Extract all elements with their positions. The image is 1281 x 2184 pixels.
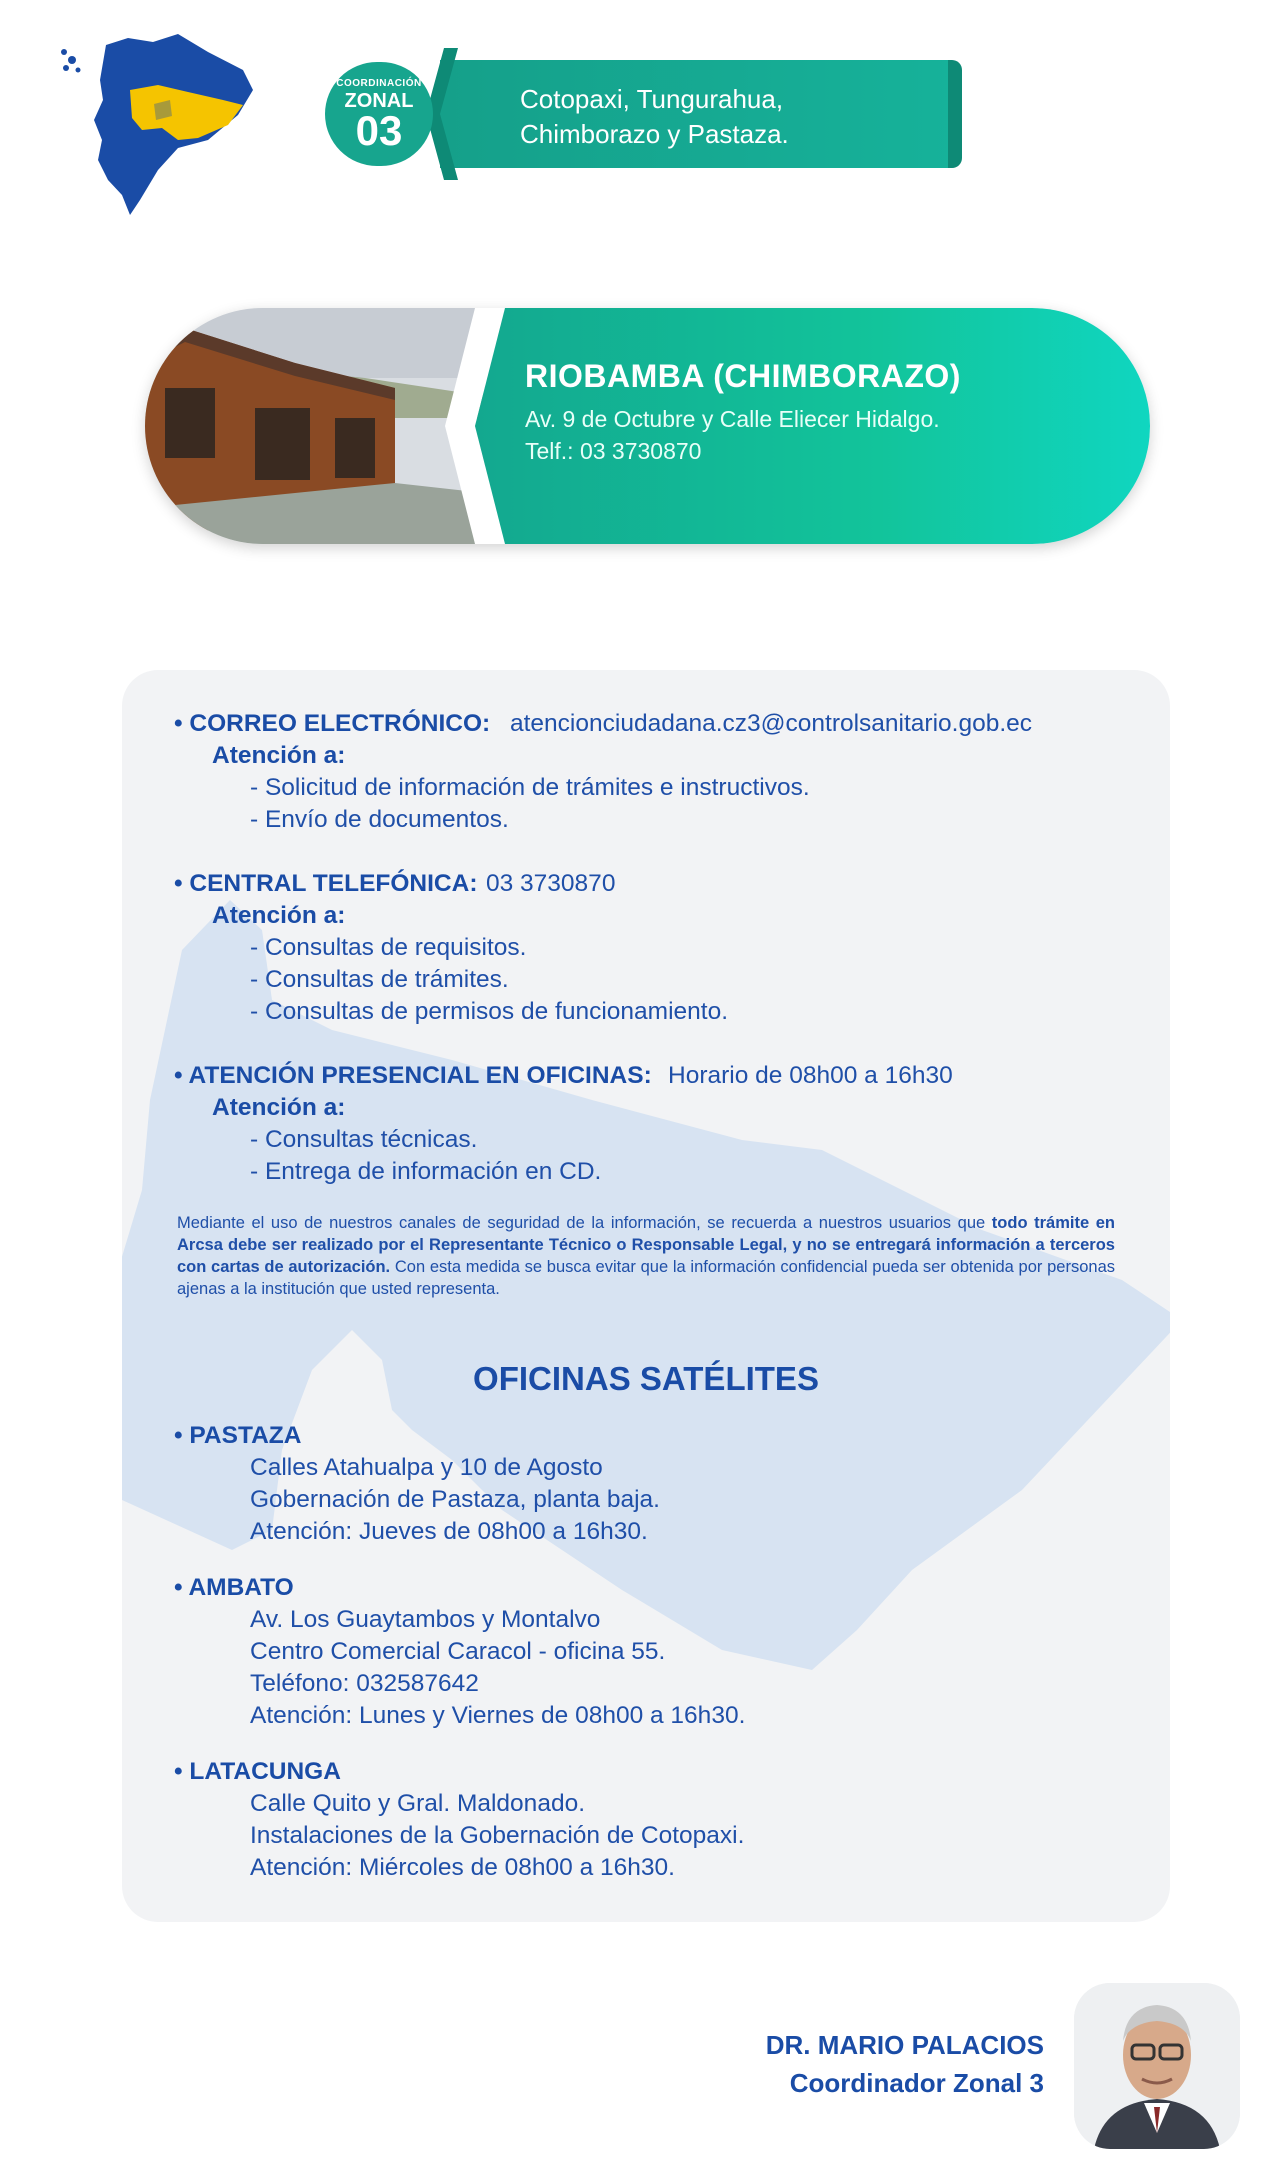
email-label: • CORREO ELECTRÓNICO: (174, 710, 491, 737)
phone-attention: Atención a: (212, 902, 346, 929)
presencial-label: • ATENCIÓN PRESENCIAL EN OFICINAS: (174, 1062, 652, 1089)
provinces-line-1: Cotopaxi, Tungurahua, (520, 84, 784, 114)
zonal-badge-small: COORDINACIÓN (336, 78, 422, 89)
email-attention: Atención a: (212, 742, 346, 769)
zonal-badge (325, 62, 433, 166)
ecuador-map-icon (58, 30, 258, 220)
office-card (145, 308, 1150, 544)
presencial-attention: Atención a: (212, 1094, 346, 1121)
avatar (1074, 1983, 1240, 2149)
satellite-line: Atención: Lunes y Viernes de 08h00 a 16h30. (250, 1702, 746, 1729)
phone-item: - Consultas de permisos de funcionamiento. (250, 998, 729, 1025)
email-item: - Envío de documentos. (250, 806, 509, 833)
zonal-banner-edge (948, 60, 962, 168)
provinces-line-2: Chimborazo y Pastaza. (520, 119, 789, 149)
phone-label: • CENTRAL TELEFÓNICA: (174, 870, 478, 897)
presencial-item: - Consultas técnicas. (250, 1126, 478, 1153)
satellite-line: Teléfono: 032587642 (250, 1670, 479, 1697)
notice-text: Mediante el uso de nuestros canales de seguridad de la información, se recuerda a nuestros usuarios que (177, 1214, 992, 1232)
satellite-line: Atención: Jueves de 08h00 a 16h30. (250, 1518, 648, 1545)
security-notice (177, 1212, 1115, 1300)
office-address: Av. 9 de Octubre y Calle Eliecer Hidalgo. (525, 406, 940, 432)
satellite-line: Instalaciones de la Gobernación de Cotopaxi. (250, 1822, 745, 1849)
notice-text-end: Con esta medida se busca evitar que la información confidencial pueda ser obtenida por personas ajenas a la institución que usted representa. (177, 1258, 1116, 1298)
satellite-line: Atención: Miércoles de 08h00 a 16h30. (250, 1854, 675, 1881)
email-value[interactable]: atencionciudadana.cz3@controlsanitario.gob.ec (510, 710, 1033, 737)
office-phone: Telf.: 03 3730870 (525, 438, 702, 464)
phone-value[interactable]: 03 3730870 (486, 870, 616, 897)
satellites-title: OFICINAS SATÉLITES (473, 1360, 819, 1397)
office-title: RIOBAMBA (CHIMBORAZO) (525, 358, 961, 394)
coordinator-photo (1074, 1983, 1240, 2149)
satellite-name: • PASTAZA (174, 1422, 302, 1449)
coordinator-name: DR. MARIO PALACIOS (765, 2030, 1044, 2060)
zonal-badge-label: ZONAL (344, 90, 414, 112)
satellite-name: • LATACUNGA (174, 1758, 341, 1785)
phone-item: - Consultas de requisitos. (250, 934, 527, 961)
presencial-value: Horario de 08h00 a 16h30 (668, 1062, 953, 1089)
satellite-line: Calle Quito y Gral. Maldonado. (250, 1790, 585, 1817)
satellite-name: • AMBATO (174, 1574, 294, 1601)
satellite-line: Centro Comercial Caracol - oficina 55. (250, 1638, 666, 1665)
notice-bold: todo trámite en Arcsa debe ser realizado por el Representante Técnico o Responsable Legal, y no se entregará información a terceros con cartas de autorización. (177, 1214, 1115, 1276)
satellite-line: Calles Atahualpa y 10 de Agosto (250, 1454, 603, 1481)
office-building-photo (145, 308, 485, 544)
coordinator-role: Coordinador Zonal 3 (789, 2068, 1044, 2098)
zonal-badge-number: 03 (355, 107, 403, 154)
info-panel (122, 670, 1170, 1922)
satellite-line: Av. Los Guaytambos y Montalvo (250, 1606, 601, 1633)
zonal-provinces (520, 82, 789, 152)
email-item: - Solicitud de información de trámites e instructivos. (250, 774, 810, 801)
satellite-line: Gobernación de Pastaza, planta baja. (250, 1486, 660, 1513)
presencial-item: - Entrega de información en CD. (250, 1158, 602, 1185)
phone-item: - Consultas de trámites. (250, 966, 509, 993)
